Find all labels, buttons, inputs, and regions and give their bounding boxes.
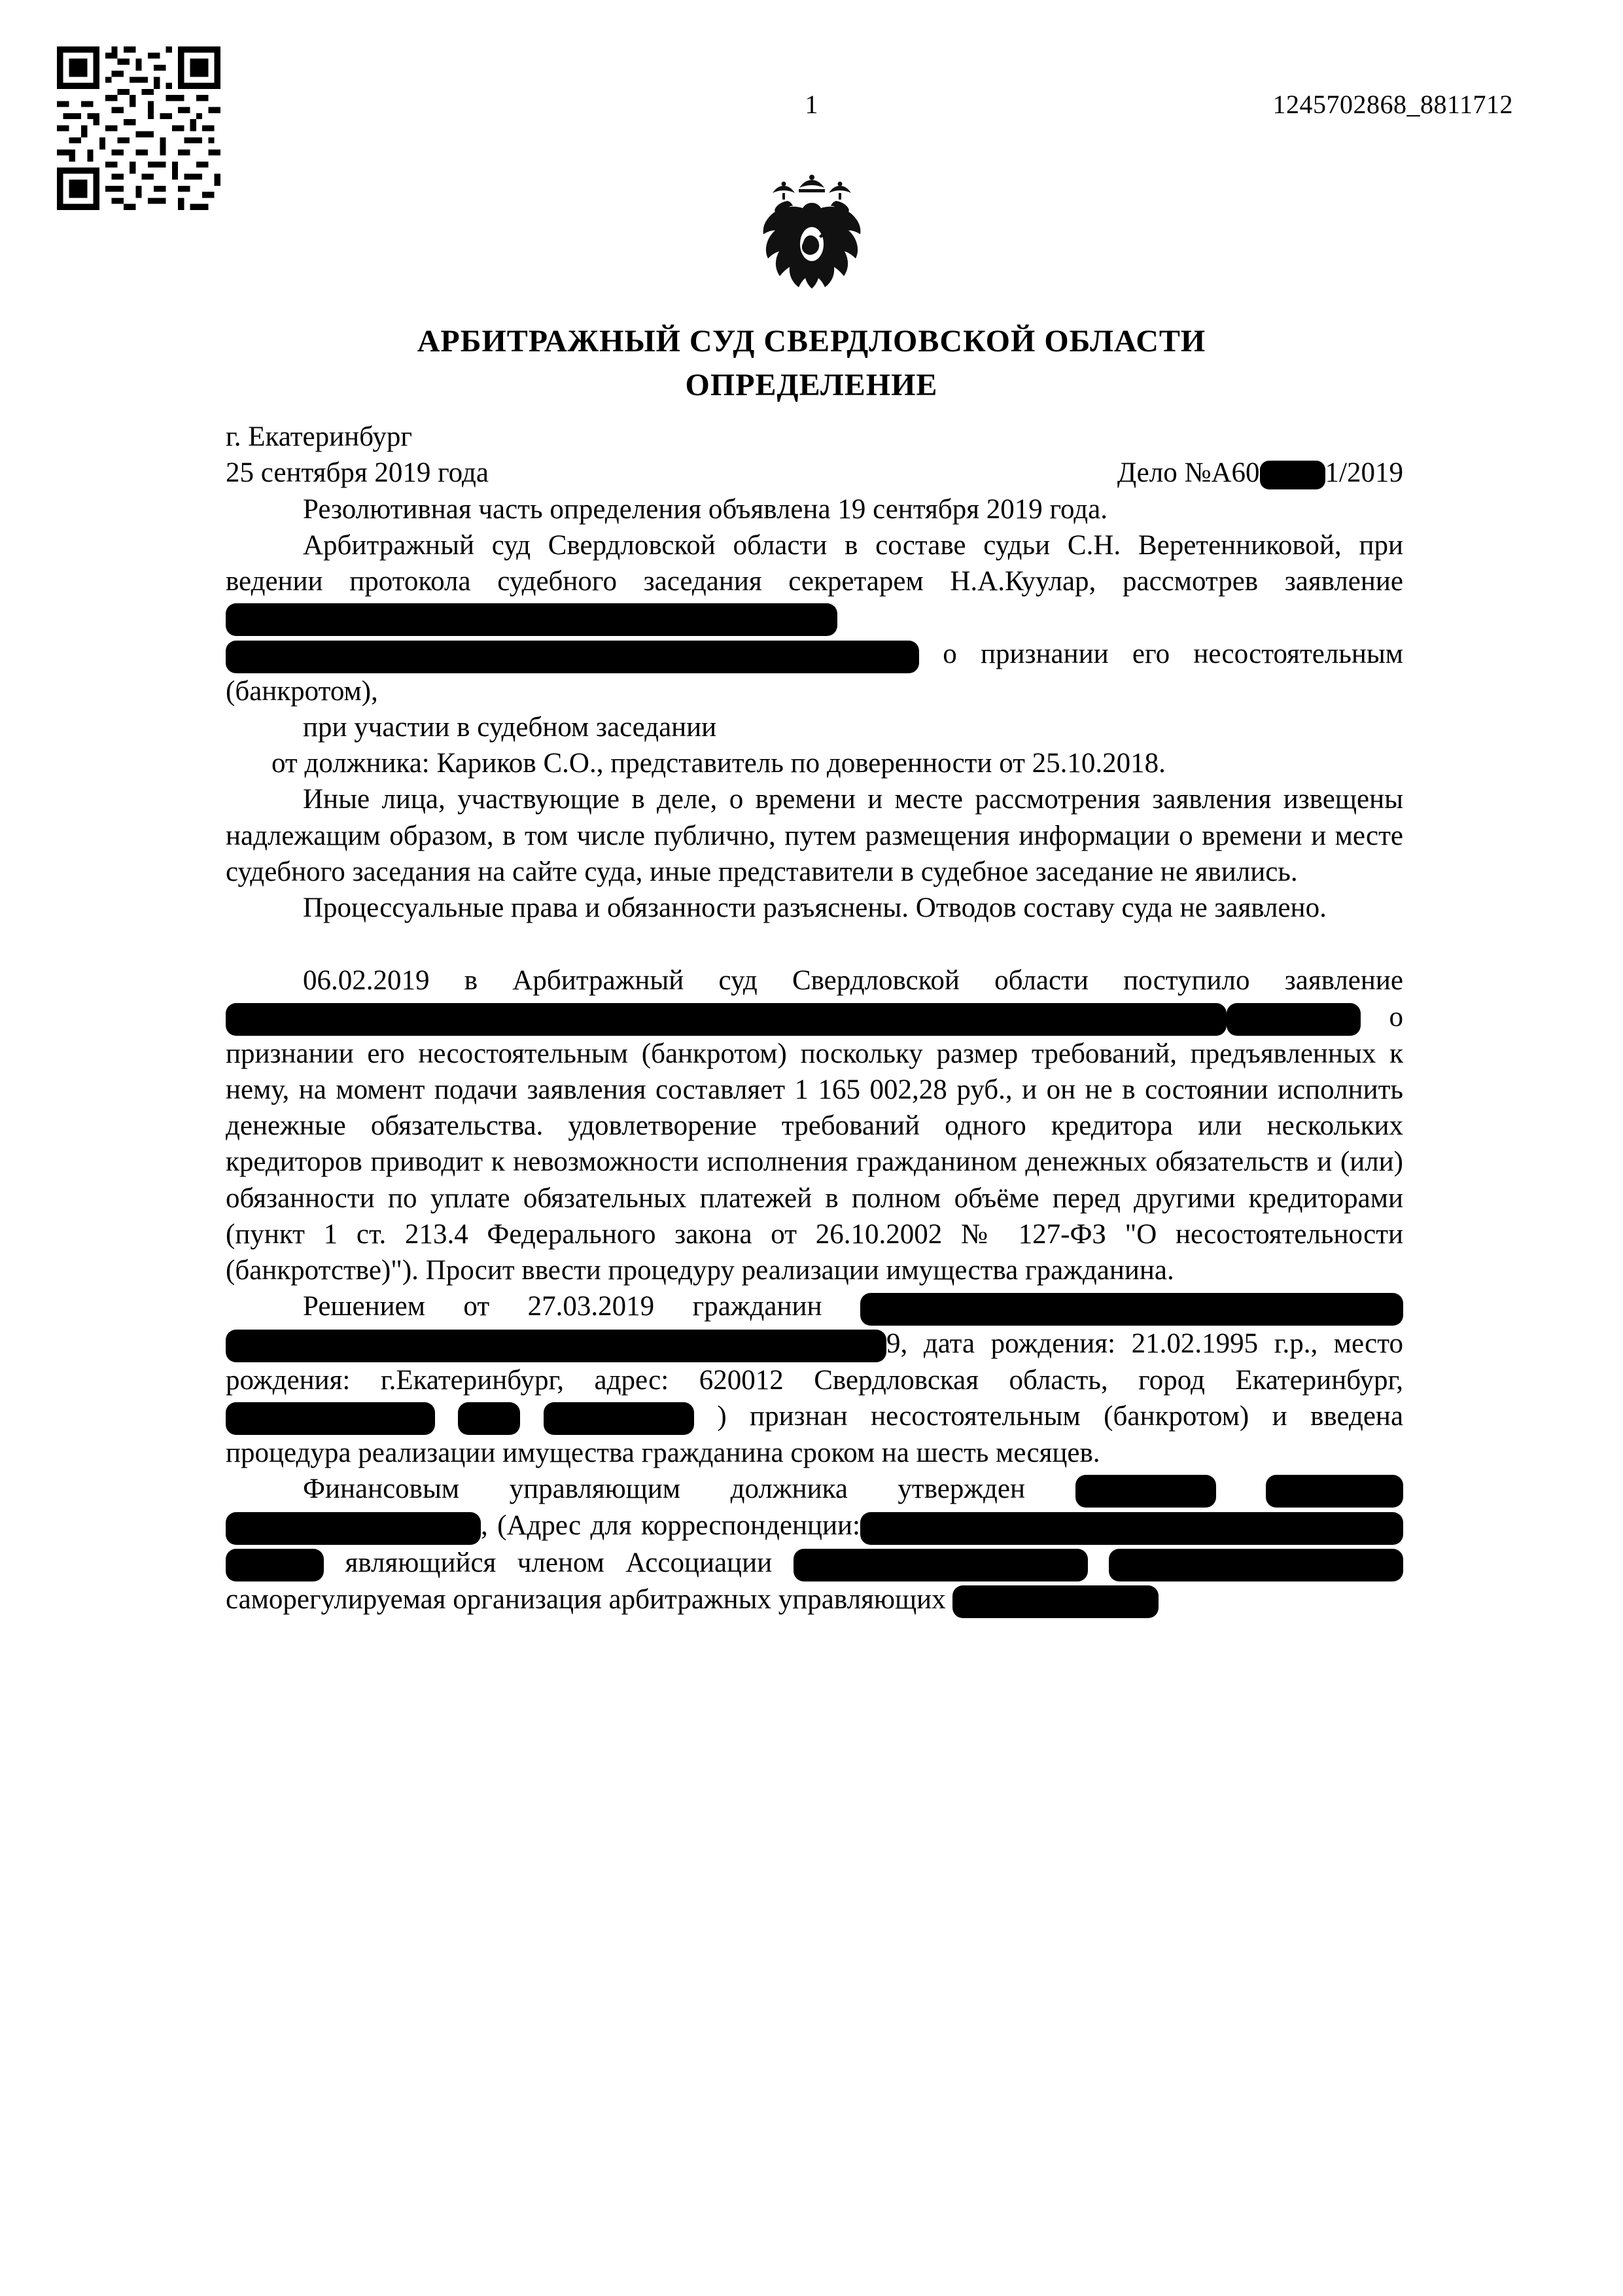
redaction-bar xyxy=(1260,461,1325,489)
redaction-bar xyxy=(794,1549,1088,1581)
redaction-bar xyxy=(226,641,919,673)
city-line: г. Екатеринбург xyxy=(226,421,413,452)
court-composition-text: Арбитражный суд Свердловской области в составе судьи С.Н. Веретенниковой, при ведении протокола судебного заседания секретарем Н.А.Куулар, xyxy=(226,529,1403,597)
insolvency-recognition-text: о признании его несостоятельным (банкротом), xyxy=(226,639,1403,707)
debtor-details-text: 9, дата рождения: 21.02.1995 г.р., место рождения: г.Екатеринбург, адрес: 620012 Свердловская область, город Екатеринбург, xyxy=(226,1328,1403,1396)
date-and-case-row xyxy=(226,455,1403,491)
case-number xyxy=(1117,455,1403,491)
paragraph-financial-manager xyxy=(226,1471,1403,1618)
case-number-label: Дело №А60 xyxy=(1117,457,1260,489)
paragraph-other-persons-notified: Иные лица, участвующие в деле, о времени и месте рассмотрения заявления извещены надлежащим образом, в том числе публично, путем размещения информации о времени и месте судебного заседания на сайте суда, иные представители в судебное заседание не явились. xyxy=(226,784,1403,887)
redaction-bar xyxy=(458,1402,520,1435)
decision-date: 25 сентября 2019 года xyxy=(226,457,489,489)
application-details-text: о признании его несостоятельным (банкротом) поскольку размер требований, предъявленных к нему, на момент подачи заявления составляет 1 165 002,28 руб., и он не в состоянии исполнить денежные обязательства. удовлетворение требований одного кредитора или нескольких кредиторов приводит к невозможности исполнения гражданином денежных обязательств и (или) обязанности по уплате обязательных платежей в полном объёме перед другими кредиторами (пункт 1 ст. 213.4 Федерального закона от 26.10.2002 № 127-ФЗ "О несостоятельности (банкротстве)"). Просит ввести процедуру реализации имущества гражданина. xyxy=(226,1001,1403,1286)
redaction-bar xyxy=(860,1512,1403,1545)
bankruptcy-procedure-text: ) признан несостоятельным (банкротом) и введена процедура реализации имущества гражданина сроком на шесть месяцев. xyxy=(226,1400,1404,1468)
correspondence-address-text: , (Адрес для корреспонденции: xyxy=(481,1510,860,1542)
paragraph-debtor-representative: от должника: Кариков С.О., представитель по доверенности от 25.10.2018. xyxy=(271,748,1166,779)
redaction-bar xyxy=(226,1003,1227,1036)
redaction-bar xyxy=(226,1402,435,1435)
review-statement-text: рассмотрев заявление xyxy=(1122,566,1403,597)
redaction-bar xyxy=(1109,1549,1403,1581)
redaction-bar xyxy=(952,1585,1159,1618)
document-type: ОПРЕДЕЛЕНИЕ xyxy=(685,368,938,402)
court-name: АРБИТРАЖНЫЙ СУД СВЕРДЛОВСКОЙ ОБЛАСТИ xyxy=(417,324,1206,359)
page-number: 1 xyxy=(805,90,818,119)
coat-of-arms-icon xyxy=(737,173,887,294)
paragraph-decision-citizen xyxy=(226,1288,1403,1471)
paragraph-procedural-rights: Процессуальные права и обязанности разъяснены. Отводов составу суда не заявлено. xyxy=(303,892,1327,923)
case-number-suffix: 1/2019 xyxy=(1325,457,1403,489)
paragraph-court-composition xyxy=(226,527,1403,709)
paragraph-resolution-announced: Резолютивная часть определения объявлена 19 сентября 2019 года. xyxy=(303,493,1108,525)
document-code: 1245702868_8811712 xyxy=(1272,90,1513,119)
paragraph-spacer xyxy=(226,926,1403,963)
redaction-bar xyxy=(1075,1475,1216,1508)
qr-code-icon xyxy=(51,41,226,216)
redaction-bar xyxy=(226,1512,481,1545)
financial-manager-text: Финансовым управляющим должника утвержден xyxy=(303,1474,1026,1505)
sro-text: саморегулируемая организация арбитражных управляющих xyxy=(226,1583,946,1615)
paragraph-application-received xyxy=(226,963,1403,1288)
redaction-bar xyxy=(544,1402,694,1435)
application-received-text: 06.02.2019 в Арбитражный суд Свердловской области поступило заявление xyxy=(303,965,1403,997)
paragraph-attendance: при участии в судебном заседании xyxy=(303,711,717,743)
redaction-bar xyxy=(226,1549,324,1581)
redaction-bar xyxy=(860,1293,1403,1326)
redaction-bar xyxy=(1266,1475,1403,1508)
decision-citizen-text: Решением от 27.03.2019 гражданин xyxy=(303,1291,822,1322)
redaction-bar xyxy=(226,603,837,636)
redaction-bar xyxy=(226,1330,886,1362)
document-body xyxy=(226,419,1403,1618)
association-member-text: являющийся членом Ассоциации xyxy=(345,1547,773,1578)
redaction-bar xyxy=(1227,1003,1361,1036)
